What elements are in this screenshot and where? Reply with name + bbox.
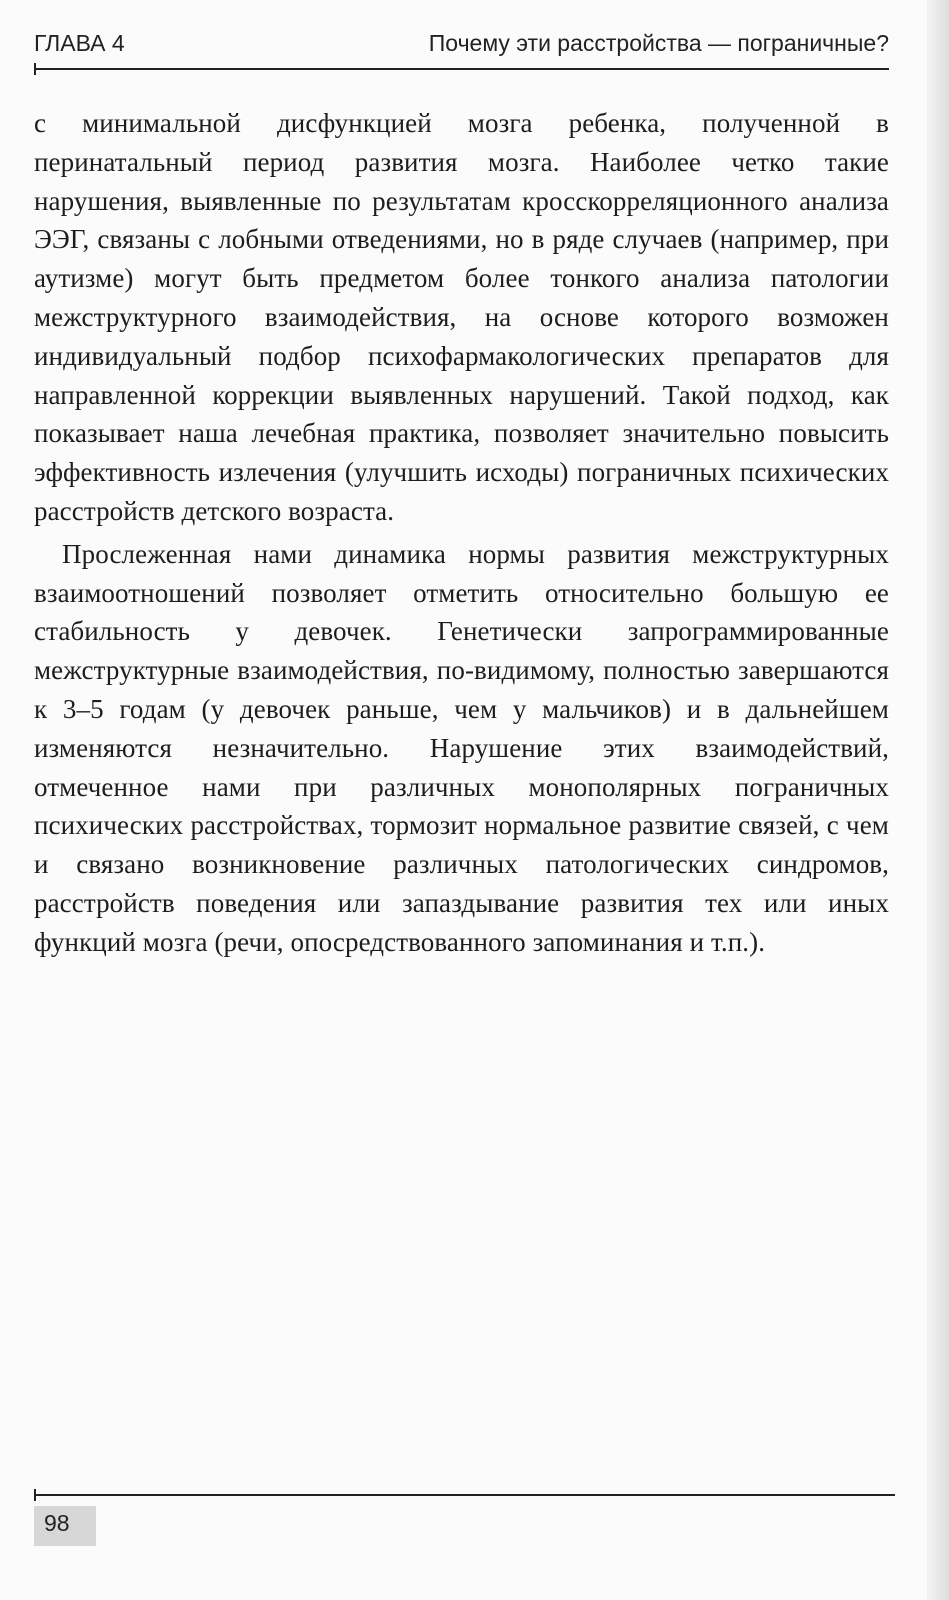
page-number-box [34,1506,96,1546]
body-text [34,104,889,962]
header-rule-tick [34,63,36,75]
footer-rule [34,1494,895,1496]
header-rule [34,68,889,70]
paragraph-1: с минимальной дисфункцией мозга ребенка, полученной в перинатальный период развития мозга. Наиболее четко такие нарушения, выявленные по результатам кросскорреляционного анализа ЭЭГ, связаны с лобными отведениями, но в ряде случаев (например, при аутизме) могут быть предметом более тонкого анализа патологии межструктурного взаимодействия, на основе которого возможен индивидуальный подбор психофармакологических препаратов для направленной коррекции выявленных нарушений. Такой подход, как показывает наша лечебная практика, позволяет значительно повысить эффективность излечения (улучшить исходы) пограничных психических расстройств детского возраста. [34,108,889,526]
page-number: 98 [44,1510,70,1536]
paragraph-2: Прослеженная нами динамика нормы развития межструктурных взаимоотношений позволяет отметить относительно большую ее стабильность у девочек. Генетически запрограммированные межструктурные взаимодействия, по-видимому, полностью завершаются к 3–5 годам (у девочек раньше, чем у мальчиков) и в дальнейшем изменяются незначительно. Нарушение этих взаимодействий, отмеченное нами при различных монополярных пограничных психических расстройствах, тормозит нормальное развитие связей, с чем и связано возникновение различных патологических синдромов, расстройств поведения или запаздывание развития тех или иных функций мозга (речи, опосредствованного запоминания и т.п.). [34,538,889,957]
footer-rule-tick [34,1489,36,1501]
chapter-label: ГЛАВА 4 [34,30,125,56]
page-edge-shadow [927,0,949,1600]
chapter-title: Почему эти расстройства — пограничные? [428,30,889,56]
running-header [34,28,889,62]
